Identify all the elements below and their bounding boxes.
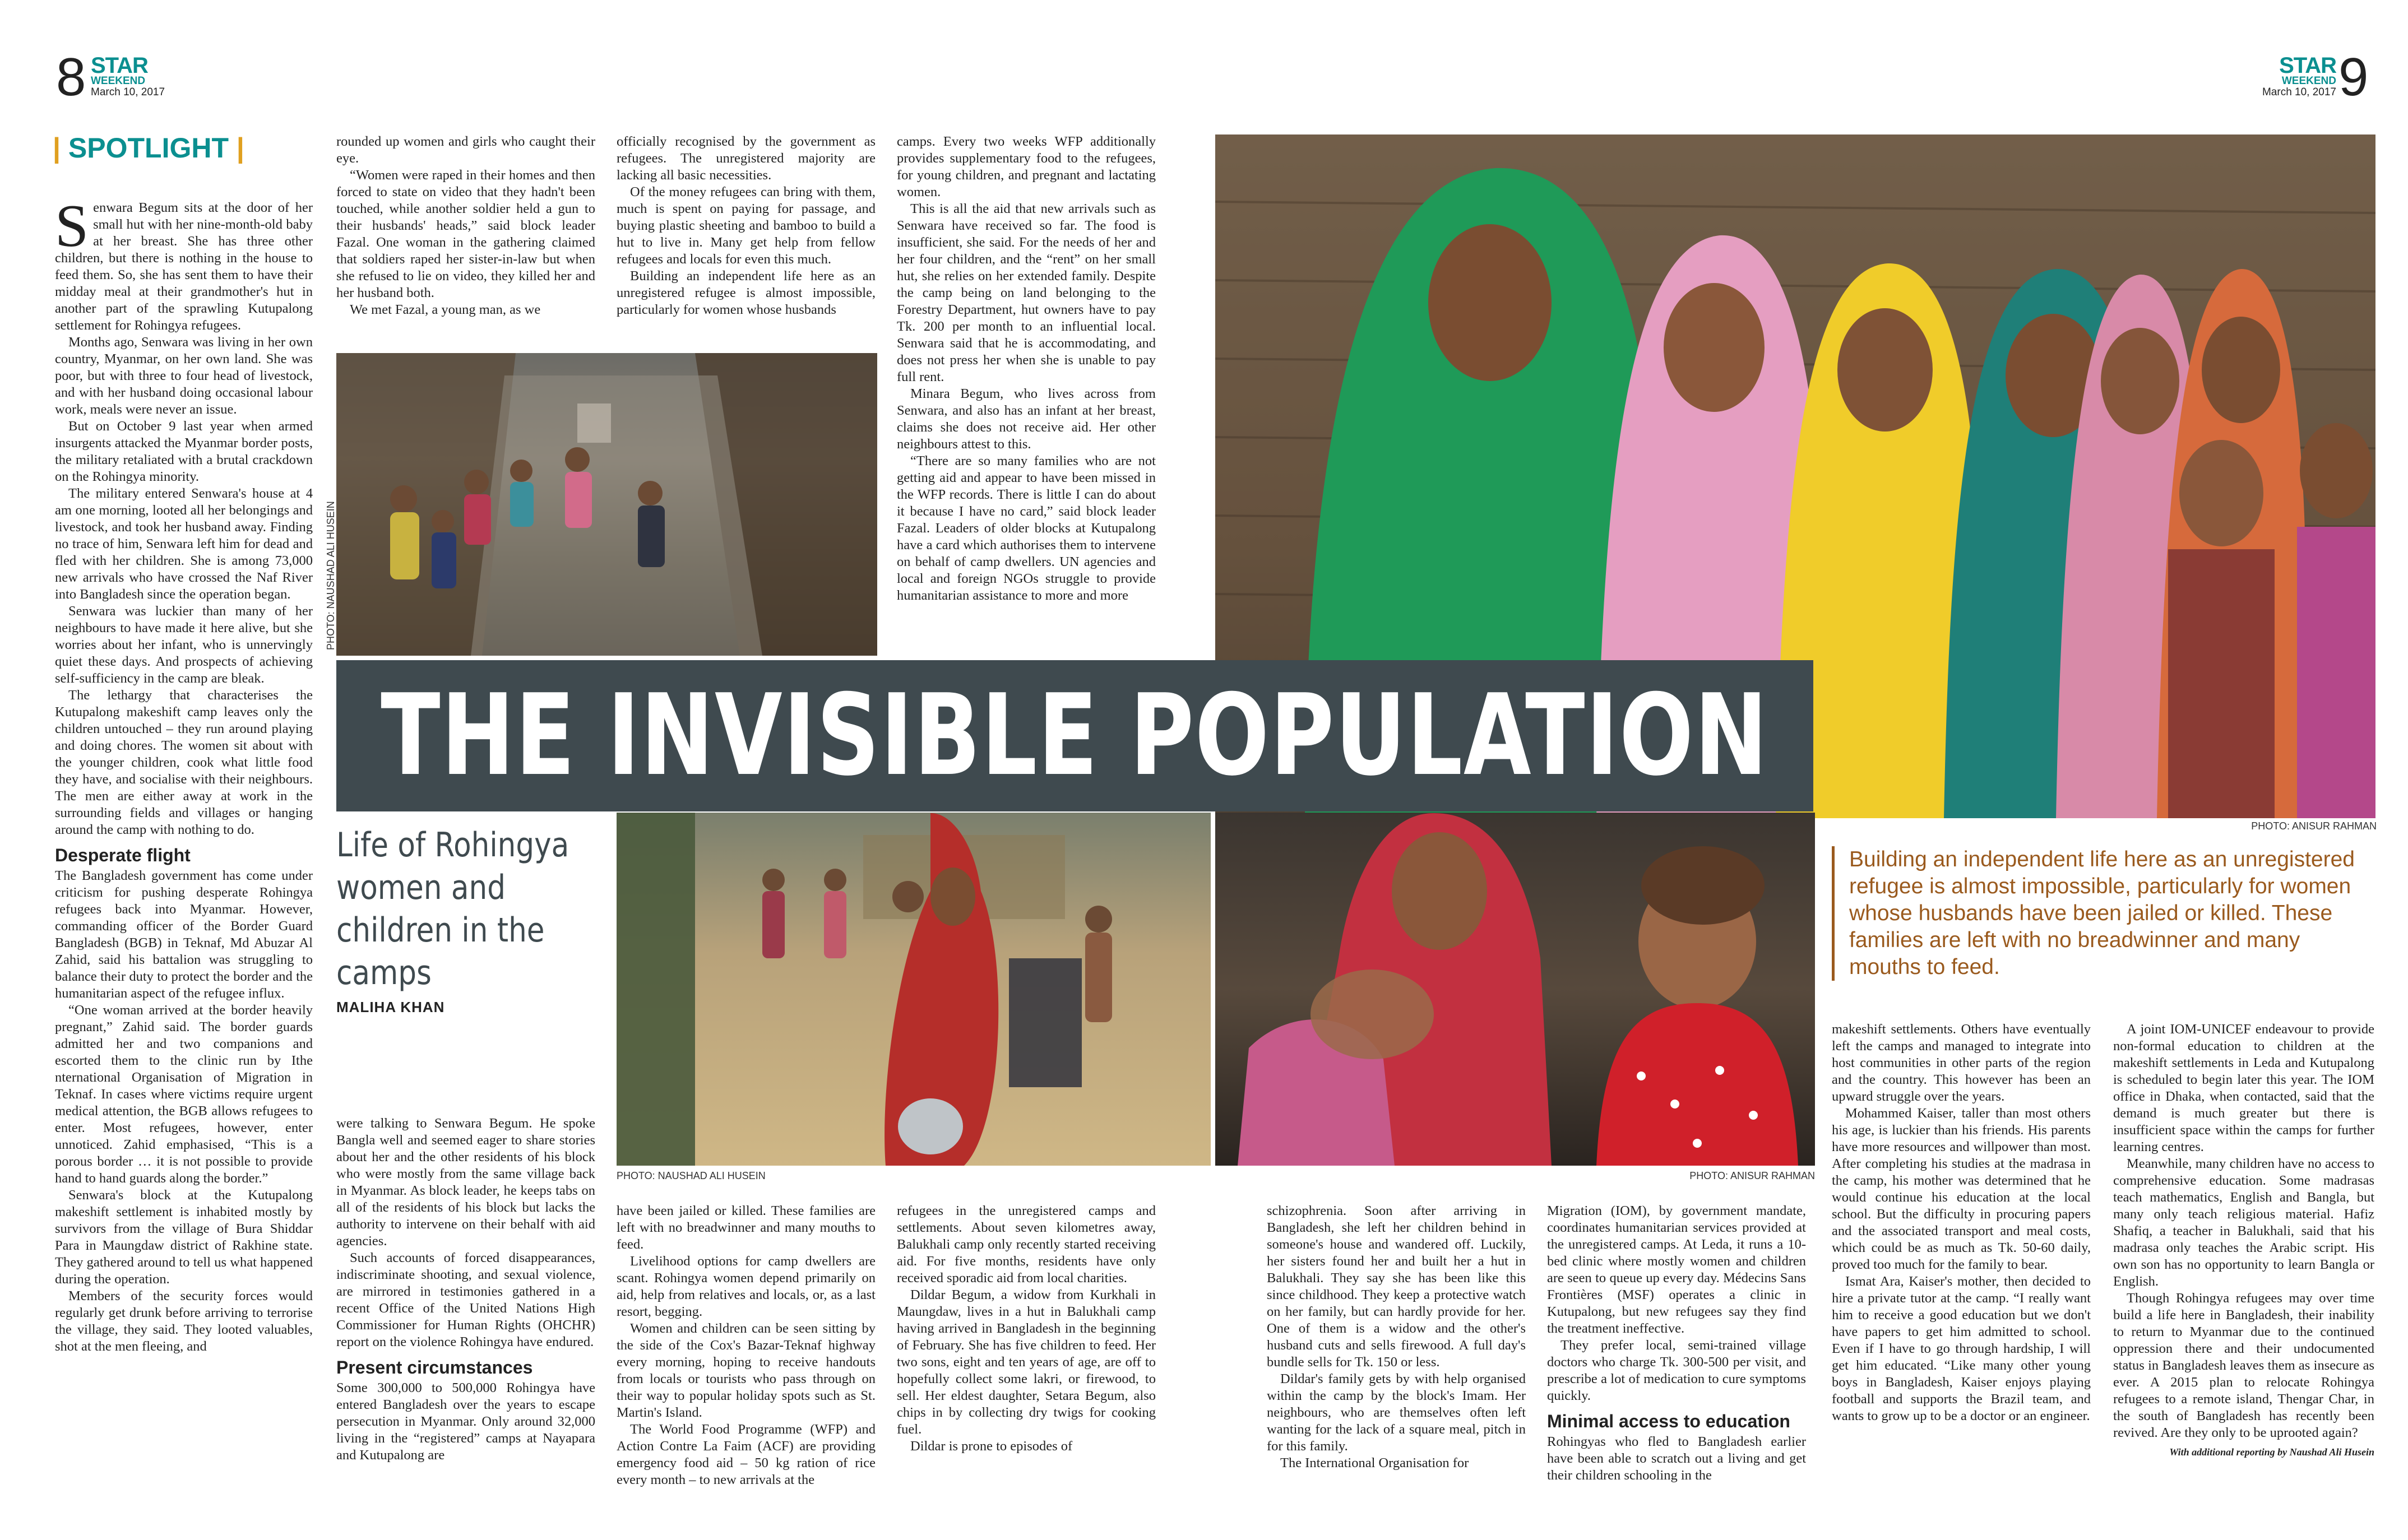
logo-weekend-left: WEEKEND xyxy=(91,75,146,87)
column-3-top xyxy=(617,133,876,318)
paragraph: This is all the aid that new arrivals such as Senwara have received so far. The food is insufficient, she said. For the needs of her and her four children, and the “rent” on her small hut, she relies on her extended family. Despite the camp being on land belonging to the Forestry Department, hut owners have to pay Tk. 200 per month to an influential local. Senwara said that he is accommodating, and does not press her when she is unable to pay full rent. xyxy=(897,201,1156,384)
children-street-illustration xyxy=(336,353,877,656)
photo-credit-lineup: PHOTO: ANISUR RAHMAN xyxy=(2251,820,2377,832)
issue-date-left: March 10, 2017 xyxy=(91,86,165,98)
paragraph: “Women were raped in their homes and then forced to state on video that they hadn't been touched, while another soldier held a gun to their husbands' heads,” said block leader Fazal. One woman in the gathering claimed that soldiers raped her sister-in-law but when she refused to lie on video, they killed her and her husband both. xyxy=(336,168,595,300)
mother-child-illustration xyxy=(1215,813,1815,1166)
paragraph: Building an independent life here as an unregistered refugee is almost impossible, particularly for women whose husbands xyxy=(617,268,876,317)
camp-sand-photo xyxy=(617,813,1211,1166)
subhead-present-circumstances: Present circumstances xyxy=(336,1357,533,1377)
masthead-logo-left xyxy=(91,55,165,99)
paragraph: A joint IOM-UNICEF endeavour to provide non-formal education to children at the makeshift settlements in Leda and Kutupalong is scheduled to begin later this year. The IOM office in Dhaka, when contacted, said that the demand is much greater but there is insufficient space within the camps for further learning centres. xyxy=(2113,1022,2374,1154)
column-7 xyxy=(1832,1021,2091,1425)
section-bar-right: | xyxy=(236,132,244,164)
paragraph: refugees in the unregistered camps and settlements. About seven kilometres away, Balukhali camp only recently started receiving aid. For five months, residents have only received sporadic aid from local charities. xyxy=(897,1203,1156,1286)
headline-band xyxy=(336,660,1813,811)
paragraph: makeshift settlements. Others have eventually left the camps and managed to integrate into host communities in other parts of the region and the country. This however has been an upward struggle over the years. xyxy=(1832,1022,2091,1104)
paragraph: Senwara Begum sits at the door of her small hut with her nine-month-old baby at her breast. She has three other children, but there is nothing in the house to feed them. So, she has sent them to have their midday meal at their grandmother's hut in another part of the sprawling Kutupalong settlement for Rohingya refugees. xyxy=(55,193,313,333)
paragraph: The World Food Programme (WFP) and Action Contre La Faim (ACF) are providing emergency food aid – 50 kg ration of rice every month – to new arrivals at the xyxy=(617,1422,876,1487)
reporting-note: With additional reporting by Naushad Ali Husein xyxy=(2169,1446,2374,1458)
paragraph: Women and children can be seen sitting by the side of the Cox's Bazar-Teknaf highway every morning, hoping to receive handouts from locals or tourists who pass through on their way to popular holiday spots such as St. Martin's Island. xyxy=(617,1321,876,1420)
page-number-right: 9 xyxy=(2338,47,2369,107)
paragraph: Some 300,000 to 500,000 Rohingya have entered Bangladesh over the years to escape persecution in Myanmar. Only around 32,000 living in the “registered” camps at Nayapara and Kutupalong are xyxy=(336,1380,595,1463)
byline: MALIHA KHAN xyxy=(336,999,445,1015)
issue-date-right: March 10, 2017 xyxy=(2262,86,2336,98)
paragraph: Of the money refugees can bring with them, much is spent on paying for passage, and buying plastic sheeting and bamboo to build a hut to live in. Many get help from fellow refugees and locals for even this much. xyxy=(617,184,876,267)
paragraph: The military entered Senwara's house at 4 am one morning, looted all her belongings and livestock, and took her husband away. Finding no trace of him, Senwara left him for dead and fled with her children. She is among 73,000 new arrivals who have crossed the Naf River into Bangladesh since the operation began. xyxy=(55,486,313,602)
paragraph: Months ago, Senwara was living in her own country, Myanmar, on her own land. She was poor, but with three to four head of livestock, and with her husband doing occasional labour work, meals were never an issue. xyxy=(55,335,313,417)
paragraph: The Bangladesh government has come under criticism for pushing desperate Rohingya refugees back into Myanmar. However, commanding officer of the Border Guard Bangladesh (BGB) in Teknaf, Md Abuzar Al Zahid, said his battalion was struggling to balance their duty to protect the border and the humanitarian aspect of the refugee influx. xyxy=(55,868,313,1001)
paragraph: Ismat Ara, Kaiser's mother, then decided to hire a private tutor at the camp. “I really want him to receive a good education but we don't have papers to get him admitted to school. Even if I have to go through hardship, I will get him educated. “Like many other young boys in Bangladesh, Kaiser enjoys playing football and supports the Brazil team, and wants to grow up to be a doctor or an engineer. xyxy=(1832,1274,2091,1423)
camp-sand-illustration xyxy=(617,813,1211,1166)
section-label xyxy=(53,132,244,164)
column-5 xyxy=(1267,1203,1526,1472)
drop-cap: S xyxy=(55,193,89,259)
column-1 xyxy=(55,193,313,1355)
children-street-photo xyxy=(336,353,877,656)
paragraph: schizophrenia. Soon after arriving in Bangladesh, she left her children behind in someone's house and wandered off. Luckily, her sisters found her and built her a hut in Balukhali. They say she has been like this since childhood. They keep a protective watch on her family, but can hardly provide for her. One of them is a widow and the other's husband cuts and sells firewood. A full day's bundle sells for Tk. 150 or less. xyxy=(1267,1203,1526,1370)
masthead-logo-right xyxy=(2258,55,2336,99)
mother-child-photo xyxy=(1215,813,1815,1166)
paragraph: They prefer local, semi-trained village doctors who charge Tk. 300-500 per visit, and prescribe a lot of medication to cure symptoms quickly. xyxy=(1547,1338,1806,1403)
paragraph: Minara Begum, who lives across from Senwara, and also has an infant at her breast, claims she does not receive aid. Her other neighbours attest to this. xyxy=(897,386,1156,452)
column-2-bottom xyxy=(336,1115,595,1464)
paragraph: Meanwhile, many children have no access to comprehensive education. Some madrasas teach mathematics, English and Bangla, but many only teach religious material. Hafiz Shafiq, a teacher in Balukhali, said that his madrasa only teaches the Arabic script. His own son has no opportunity to learn Bangla or English. xyxy=(2113,1156,2374,1289)
paragraph: Rohingyas who fled to Bangladesh earlier have been able to scratch out a living and get their children schooling in the xyxy=(1547,1434,1806,1483)
logo-star-right: STAR xyxy=(2279,53,2336,78)
paragraph: We met Fazal, a young man, as we xyxy=(350,302,541,317)
subheadline: Life of Rohingya women and children in the camps xyxy=(336,825,569,992)
paragraph: Such accounts of forced disappearances, indiscriminate shooting, and sexual violence, are mirrored in testimonies gathered in a recent Office of the United Nations High Commissioner for Human Rights (OHCHR) report on the violence Rohingya have endured. xyxy=(336,1250,595,1349)
paragraph: The International Organisation for xyxy=(1280,1455,1469,1471)
column-4-top xyxy=(897,133,1156,604)
paragraph: Livelihood options for camp dwellers are scant. Rohingya women depend primarily on aid, help from relatives and locals, or, as a last resort, begging. xyxy=(617,1254,876,1319)
logo-star-left: STAR xyxy=(91,53,148,78)
paragraph: Dildar is prone to episodes of xyxy=(910,1439,1073,1454)
page-number-left: 8 xyxy=(56,47,86,107)
paragraph: But on October 9 last year when armed insurgents attacked the Myanmar border posts, the military retaliated with a brutal crackdown on the Rohingya minority. xyxy=(55,419,313,484)
paragraph: Senwara's block at the Kutupalong makeshift settlement is inhabited mostly by survivors from the village of Bura Shiddar Para in Maungdaw district of Rakhine state. They gathered around to tell us what happened during the operation. xyxy=(55,1188,313,1287)
section-label-text: SPOTLIGHT xyxy=(68,132,229,164)
subhead-desperate-flight: Desperate flight xyxy=(55,845,191,865)
photo-credit-vertical: PHOTO: NAUSHAD ALI HUSEIN xyxy=(325,501,336,650)
column-2-top xyxy=(336,133,595,318)
paragraph: “There are so many families who are not getting aid and appear to have been missed in the WFP records. There is little I can do about it because I have no card,” said block leader Fazal. Leaders of older blocks at Kutupalong have a card which authorises them to intervene on behalf of camp dwellers. UN agencies and local and foreign NGOs struggle to provide humanitarian assistance to more and more xyxy=(897,453,1156,603)
subhead-minimal-access: Minimal access to education xyxy=(1547,1411,1790,1431)
paragraph: camps. Every two weeks WFP additionally provides supplementary food to the refugees, for young children, and pregnant and lactating women. xyxy=(897,134,1156,200)
paragraph: officially recognised by the government as refugees. The unregistered majority are lacking all basic necessities. xyxy=(617,134,876,183)
paragraph: Dildar's family gets by with help organised within the camp by the block's Imam. Her neighbours, who are themselves often left wanting for the lack of a square meal, pitch in for this family. xyxy=(1267,1371,1526,1454)
paragraph: “One woman arrived at the border heavily pregnant,” Zahid said. The border guards admitted her and two companions and escorted them to the clinic run by Ithe nternational Organisation of Migration in Teknaf. In cases where victims require urgent medical attention, the BGB allows refugees to enter. Most refugees, however, enter unnoticed. Zahid emphasised, “This is a porous border … it is not possible to provide hand to hand guards along the border.” xyxy=(55,1003,313,1186)
paragraph: Members of the security forces would regularly get drunk before arriving to terrorise the village, they said. They looted valuables, shot at the men fleeing, and xyxy=(55,1288,313,1354)
paragraph: Dildar Begum, a widow from Kurkhali in Maungdaw, lives in a hut in Balukhali camp having arrived in Bangladesh in the beginning of February. She has five children to feed. Her two sons, eight and ten years of age, are off to hopefully collect some lakri, or firewood, to sell. Her eldest daughter, Setara Begum, also chips in by collecting dry twigs for cooking fuel. xyxy=(897,1287,1156,1437)
column-6 xyxy=(1547,1203,1806,1484)
logo-weekend-right: WEEKEND xyxy=(2281,75,2336,87)
photo-credit-camp: PHOTO: NAUSHAD ALI HUSEIN xyxy=(617,1170,766,1181)
photo-credit-mother: PHOTO: ANISUR RAHMAN xyxy=(1689,1170,1815,1181)
section-bar-left: | xyxy=(53,132,61,164)
paragraph: have been jailed or killed. These families are left with no breadwinner and many mouths to feed. xyxy=(617,1203,876,1252)
pull-quote-text: Building an independent life here as an unregistered refugee is almost impossible, particularly for women whose husbands have been jailed or killed. These families are left with no breadwinner and many mouths to feed. xyxy=(1849,847,2355,979)
column-3-bottom xyxy=(617,1203,876,1488)
paragraph: Though Rohingya refugees may over time build a life here in Bangladesh, their inability to return to Myanmar due to the continued oppression there and their undocumented status in Bangladesh leaves them as insecure as ever. A 2015 plan to relocate Rohingya refugees to a remote island, Thengar Char, in the south of Bangladesh has recently been revived. Are they only to be uprooted again? xyxy=(2113,1291,2374,1440)
paragraph: rounded up women and girls who caught their eye. xyxy=(336,134,595,166)
paragraph: Senwara was luckier than many of her neighbours to have made it here alive, but she worries about her infant, who is unnervingly quiet these days. And prospects of achieving self-sufficiency in the camp are bleak. xyxy=(55,604,313,686)
paragraph: Migration (IOM), by government mandate, coordinates humanitarian services provided at the unregistered camps. At Leda, it runs a 10-bed clinic where mostly women and children are seen to queue up every day. Médecins Sans Frontières (MSF) operates a clinic in Kutupalong, but new refugees say they find the treatment ineffective. xyxy=(1547,1203,1806,1336)
headline: THE INVISIBLE POPULATION xyxy=(381,670,1769,801)
paragraph: Mohammed Kaiser, taller than most others his age, is luckier than his friends. His parents have more resources and willpower than most. After completing his studies at the madrasa in the camp, his mother was determined that he would continue his education at the local school. But the difficulty in procuring papers and the associated transport and meal costs, which could be as much as Tk. 50-60 daily, proved too much for the family to bear. xyxy=(1832,1106,2091,1272)
paragraph: The lethargy that characterises the Kutupalong makeshift camp leaves only the children untouched – they run around playing and doing chores. The women sit about with the younger children, cook what little food they have, and socialise with their neighbours. The men are either away at work in the surrounding fields and villages or hanging around the camp with nothing to do. xyxy=(55,688,313,837)
paragraph: were talking to Senwara Begum. He spoke Bangla well and seemed eager to share stories about her and the other residents of his block who were mostly from the same village back in Myanmar. As block leader, he keeps tabs on all of the residents of his block but lacks the authority to intervene on their behalf with aid agencies. xyxy=(336,1116,595,1249)
column-8 xyxy=(2113,1021,2374,1460)
pull-quote xyxy=(1832,846,2375,981)
column-4-bottom xyxy=(897,1203,1156,1455)
